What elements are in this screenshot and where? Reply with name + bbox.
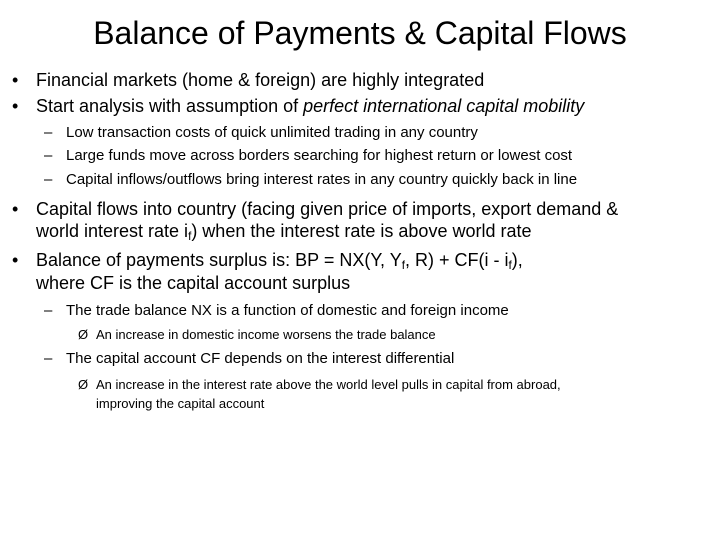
bullet-2-sub-3: Capital inflows/outflows bring interest rates in any country quickly back in line: [66, 171, 578, 188]
arrow-marker: Ø: [78, 327, 89, 342]
bullet-4-sub-2: The capital account CF depends on the interest differential: [66, 350, 455, 367]
bullet-3-text-b: ) when the interest rate is above world rate: [191, 221, 532, 241]
arrow-marker: Ø: [78, 377, 89, 392]
bullet-4-sub-1-detail: An increase in domestic income worsens the trade balance: [96, 327, 436, 342]
bullet-3-line-1: Capital flows into country (facing given price of imports, export demand &: [36, 199, 619, 219]
bullet-1: Financial markets (home & foreign) are highly integrated: [36, 70, 485, 90]
bullet-marker: •: [12, 70, 19, 90]
dash-marker: –: [44, 147, 53, 164]
dash-marker: –: [44, 302, 53, 319]
subscript: f: [188, 229, 192, 243]
bullet-2: [36, 95, 584, 117]
bullet-marker: •: [12, 96, 19, 116]
bullet-2-sub-2: Large funds move across borders searching for highest return or lowest cost: [66, 147, 573, 164]
bullet-marker: •: [12, 199, 19, 219]
bullet-3-line-2: [36, 220, 531, 242]
bullet-marker: •: [12, 250, 19, 270]
dash-marker: –: [44, 350, 53, 367]
bullet-3-text-a: world interest rate i: [36, 221, 189, 241]
subscript: f: [508, 258, 512, 272]
slide-title: Balance of Payments & Capital Flows: [93, 15, 627, 51]
bullet-4-line-2: where CF is the capital account surplus: [36, 273, 351, 293]
bullet-2-emphasis: perfect international capital mobility: [303, 96, 585, 116]
subscript: f: [401, 258, 405, 272]
bullet-4-sub-2-detail-line-2: improving the capital account: [96, 396, 265, 411]
bullet-2-text: Start analysis with assumption of: [36, 96, 304, 116]
bullet-4-sub-1: The trade balance NX is a function of domestic and foreign income: [66, 302, 509, 319]
bullet-4-sub-2-detail-line-1: An increase in the interest rate above the world level pulls in capital from abroad,: [96, 377, 561, 392]
bullet-2-sub-1: Low transaction costs of quick unlimited trading in any country: [66, 124, 478, 141]
dash-marker: –: [44, 171, 53, 188]
dash-marker: –: [44, 124, 53, 141]
bp-formula-c: ),: [511, 250, 523, 270]
bullet-4-line-1: [36, 249, 523, 271]
bp-formula-b: , R) + CF(i - i: [404, 250, 509, 270]
bp-formula-a: Balance of payments surplus is: BP = NX(Y, Y: [36, 250, 402, 270]
